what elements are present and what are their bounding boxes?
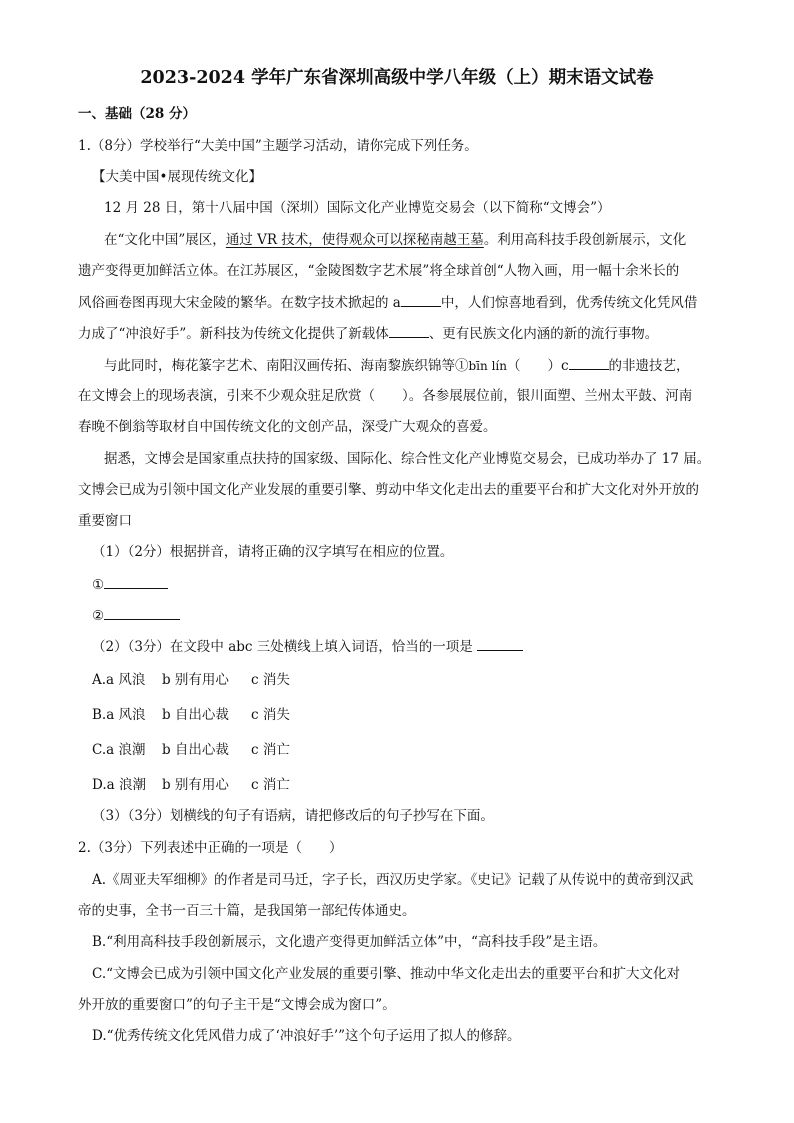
option-letter: B.a 风浪 [92, 707, 146, 723]
passage-line [78, 323, 658, 344]
passage-line: 春晚不倒翁等取材自中国传统文化的文创产品，深受广大观众的喜爱。 [78, 419, 497, 435]
passage-text: 在“文化中国”展区， [104, 232, 226, 248]
option-b: b 别有用心 [162, 777, 229, 793]
choice-C-cont: 外开放的重要窗口”的句子主干是“文博会成为窗口”。 [78, 997, 396, 1013]
passage-line: 12 月 28 日，第十八届中国（深圳）国际文化产业博览交易会（以下简称“文博会”） [104, 200, 611, 216]
passage-text: 力成了“冲浪好手”。新科技为传统文化提供了新载体 [78, 326, 389, 342]
option-c: c 消失 [251, 672, 290, 688]
section-heading: 一、基础（28 分） [78, 106, 196, 122]
question-1-stem: 1.（8分）学校举行“大美中国”主题学习活动，请你完成下列任务。 [78, 138, 478, 154]
option-c: c 消亡 [251, 742, 290, 758]
option-c: c 消亡 [251, 777, 290, 793]
answer-blank-2[interactable] [104, 605, 180, 620]
answer-label: ① [92, 577, 105, 593]
passage-line: 据悉，文博会是国家重点扶持的国家级、国际化、综合性文化产业博览交易会，已成功举办了 17 届。 [104, 451, 711, 467]
option-letter: C.a 浪潮 [92, 742, 146, 758]
option-c: c 消失 [251, 707, 290, 723]
option-row[interactable] [92, 740, 290, 760]
passage-line: 在文博会上的现场表演，引来不少观众驻足欣赏（ ）。各参展展位前，银川面塑、兰州太平鼓、河南 [78, 388, 693, 404]
option-b: b 别有用心 [162, 672, 229, 688]
passage-line: 重要窗口 [78, 513, 132, 529]
fill-blank-b[interactable] [389, 323, 429, 338]
question-2-stem: 2.（3分）下列表述中正确的一项是（ ） [78, 840, 343, 856]
option-row[interactable] [92, 705, 290, 725]
option-letter: A.a 风浪 [92, 672, 146, 688]
passage-title: 【大美中国•展现传统文化】 [92, 169, 262, 185]
pinyin: bīn lín [468, 359, 507, 373]
passage-text: 的非遗技艺， [608, 358, 690, 374]
passage-line [104, 355, 690, 376]
answer-blank-choice[interactable] [477, 636, 523, 651]
passage-text: 风俗画卷图再现大宋金陵的繁华。在数字技术掀起的 a [78, 295, 401, 311]
passage-text: 与此同时，梅花篆字艺术、南阳汉画传拓、海南黎族织锦等① [104, 358, 469, 374]
answer-line-2 [92, 605, 180, 626]
option-row[interactable] [92, 775, 290, 795]
passage-line: 文博会已成为引领中国文化产业发展的重要引擎、剪动中华文化走出去的重要平台和扩大文化对外开放的 [78, 482, 699, 498]
passage-line: 遗产变得更加鲜活立体。在江苏展区，“金陵图数字艺术展”将全球首创“人物入画，用一幅十余米长的 [78, 263, 680, 279]
passage-text: （ ）c [506, 358, 569, 374]
answer-line-1 [92, 574, 168, 595]
answer-blank-1[interactable] [104, 574, 168, 589]
passage-text: 。利用高科技手段创新展示，文化 [483, 232, 687, 248]
passage-text: 中，人们惊喜地看到，优秀传统文化凭风借 [440, 295, 698, 311]
sub-question-3: （3）（3分）划横线的句子有语病，请把修改后的句子抄写在下面。 [92, 808, 494, 824]
choice-C[interactable]: C.“文博会已成为引领中国文化产业发展的重要引擎、推动中华文化走出去的重要平台和扩大文化对 [92, 966, 681, 982]
option-b: b 自出心裁 [162, 742, 229, 758]
underlined-sentence: 通过 VR 技术，使得观众可以探秘南越王墓 [225, 232, 484, 248]
choice-B[interactable]: B.“利用高科技手段创新展示，文化遗产变得更加鲜活立体”中，“高科技手段”是主语。 [92, 934, 607, 950]
fill-blank-a[interactable] [401, 292, 441, 307]
option-b: b 自出心裁 [162, 707, 229, 723]
sub-question-2 [92, 636, 523, 657]
option-letter: D.a 浪潮 [92, 777, 146, 793]
fill-blank-c[interactable] [569, 355, 609, 370]
option-row[interactable] [92, 670, 290, 690]
answer-label: ② [92, 608, 105, 624]
sub-question-1: （1）（2分）根据拼音，请将正确的汉字填写在相应的位置。 [92, 544, 454, 560]
choice-D[interactable]: D.“优秀传统文化凭风借力成了‘冲浪好手’”这个句子运用了拟人的修辞。 [92, 1028, 521, 1044]
passage-line [104, 230, 686, 250]
passage-line [78, 292, 697, 313]
passage-text: 、更有民族文化内涵的新的流行事物。 [428, 326, 659, 342]
choice-A-cont: 帝的史事，全书一百三十篇，是我国第一部纪传体通史。 [78, 903, 416, 919]
choice-A[interactable]: A.《周亚夫军细柳》的作者是司马迁，字子长，西汉历史学家。《史记》记载了从传说中的黄帝到汉武 [92, 872, 694, 888]
exam-title: 2023-2024 学年广东省深圳高级中学八年级（上）期末语文试卷 [140, 68, 654, 88]
question-text: （2）（3分）在文段中 abc 三处横线上填入词语，恰当的一项是 [92, 639, 473, 655]
